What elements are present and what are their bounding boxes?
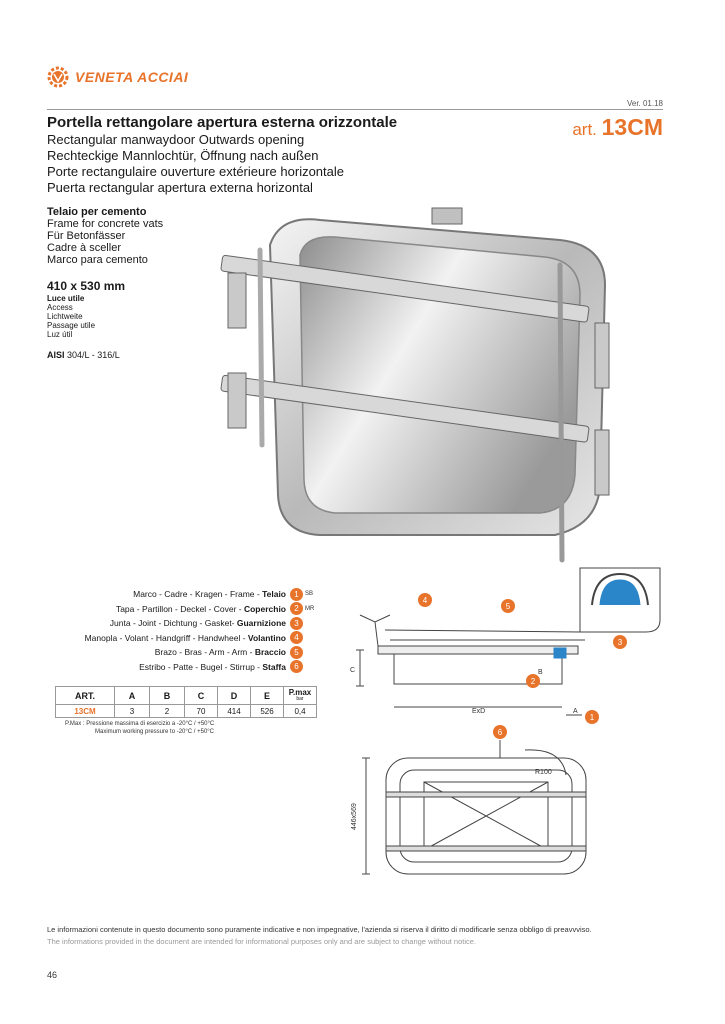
part-name-it: Volantino — [247, 632, 286, 643]
dim-label-r100: R100 — [535, 769, 552, 776]
part-names: Tapa - Partillon - Deckel - Cover - — [115, 603, 244, 614]
part-name-it: Telaio — [262, 589, 286, 600]
title-it: Portella rettangolare apertura esterna orizzontale — [47, 114, 398, 131]
title-en: Rectangular manwaydoor Outwards opening — [47, 132, 305, 147]
product-titles — [47, 114, 397, 196]
access-line: Access — [47, 303, 73, 312]
dim-label-b: B — [538, 669, 543, 676]
table-cell: 2 — [150, 705, 185, 718]
col-header: E — [251, 687, 284, 705]
disclaimer-en: The informations provided in the document are intended for informational purposes only and are subject to change without notice. — [47, 937, 477, 946]
list-item — [47, 660, 317, 675]
title-de: Rechteckige Mannlochtür, Öffnung nach außen — [47, 148, 319, 163]
dim-label-a: A — [573, 708, 578, 715]
article-prefix: art. — [572, 120, 597, 139]
col-header-pmax — [284, 687, 317, 705]
part-number-badge: 6 — [290, 660, 303, 673]
technical-drawing — [330, 560, 670, 900]
part-names: Manopla - Volant - Handgriff - Handwheel - — [84, 632, 248, 643]
access-info — [47, 294, 95, 339]
part-number-badge: 1 — [290, 588, 303, 601]
material-value: 304/L - 316/L — [67, 350, 120, 360]
table-cell: 414 — [218, 705, 251, 718]
table-cell: 13CM — [56, 705, 115, 718]
part-note: MR — [305, 605, 315, 612]
callout-badge: 5 — [505, 602, 511, 611]
table-row — [56, 705, 317, 718]
callout-badge: 6 — [497, 728, 503, 737]
material-info — [47, 350, 120, 360]
brand-name: VENETA ACCIAI — [75, 69, 189, 85]
col-header: B — [150, 687, 185, 705]
table-cell: 0,4 — [284, 705, 317, 718]
col-header: D — [218, 687, 251, 705]
part-name-it: Guarnizione — [236, 618, 286, 629]
pmax-note-it: P.Max : Pressione massima di esercizio a -20°C / +50°C — [65, 721, 215, 727]
callout-badge: 1 — [589, 713, 595, 722]
article-code — [572, 114, 663, 141]
part-number-badge: 4 — [290, 631, 303, 644]
article-number: 13CM — [601, 114, 663, 140]
part-number-badge: 5 — [290, 646, 303, 659]
table-header-row — [56, 687, 317, 705]
frame-line: Cadre à sceller — [47, 242, 121, 254]
version-label: Ver. 01.18 — [626, 99, 663, 108]
part-name-it: Braccio — [254, 647, 286, 658]
part-name-it: Staffa — [262, 661, 286, 672]
col-header: A — [115, 687, 150, 705]
table-cell: 70 — [185, 705, 218, 718]
col-header: C — [185, 687, 218, 705]
list-item — [47, 645, 317, 660]
dim-label-c: C — [350, 667, 356, 674]
page-number: 46 — [47, 970, 58, 980]
part-names: Brazo - Bras - Arm - Arm - — [154, 647, 255, 658]
pmax-unit: bar — [296, 695, 304, 702]
part-names: Marco - Cadre - Kragen - Frame - — [133, 589, 263, 600]
gear-logo-icon — [47, 66, 69, 88]
parts-list — [47, 587, 317, 674]
access-line: Lichtweite — [47, 312, 83, 321]
brand-logo — [47, 66, 188, 88]
frame-heading: Telaio per cemento — [47, 206, 147, 218]
part-names: Junta - Joint - Dichtung - Gasket- — [109, 618, 237, 629]
list-item — [47, 631, 317, 646]
frame-line: Frame for concrete vats — [47, 218, 164, 230]
table-cell: 3 — [115, 705, 150, 718]
frame-type — [47, 206, 197, 266]
spec-table — [55, 686, 317, 718]
callout-badge: 3 — [617, 638, 623, 647]
part-number-badge: 2 — [290, 602, 303, 615]
frame-line: Für Betonfässer — [47, 230, 126, 242]
door-size: 410 x 530 mm — [47, 279, 126, 293]
col-header: ART. — [56, 687, 115, 705]
list-item — [47, 587, 317, 602]
access-line: Luz útil — [47, 330, 73, 339]
dim-label-size: 446x569 — [351, 803, 358, 830]
part-name-it: Coperchio — [243, 603, 286, 614]
part-note: SB — [305, 591, 314, 598]
access-line: Passage utile — [47, 321, 96, 330]
callout-badge: 4 — [422, 596, 428, 605]
pmax-label: P.max — [288, 687, 312, 697]
list-item — [47, 616, 317, 631]
dim-label-exd: ExD — [472, 708, 486, 715]
list-item — [47, 602, 317, 617]
frame-line: Marco para cemento — [47, 254, 148, 266]
material-label: AISI — [47, 350, 65, 360]
disclaimer-it: Le informazioni contenute in questo documento sono puramente indicative e non impegnative, l'azienda si riserva il diritto di modificarle senza obbligo di preavvviso. — [47, 925, 592, 934]
callout-badge: 2 — [530, 677, 536, 686]
part-names: Estribo - Patte - Bugel - Stirrup - — [139, 661, 263, 672]
product-photo — [200, 205, 620, 575]
header-divider — [47, 109, 663, 110]
part-number-badge: 3 — [290, 617, 303, 630]
pmax-note-en: Maximum working pressure to -20°C / +50°C — [95, 729, 215, 735]
title-fr: Porte rectangulaire ouverture extérieure horizontale — [47, 164, 345, 179]
pmax-note — [65, 720, 214, 736]
access-heading: Luce utile — [47, 294, 85, 303]
table-cell: 526 — [251, 705, 284, 718]
title-es: Puerta rectangular apertura externa horizontal — [47, 180, 313, 195]
